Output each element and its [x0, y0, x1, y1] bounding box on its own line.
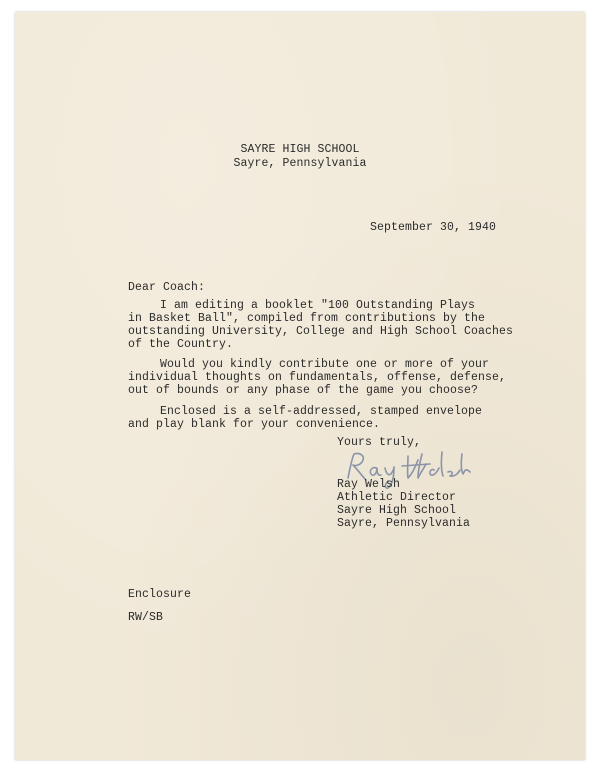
body-line: out of bounds or any phase of the game you choose?	[128, 384, 479, 397]
body-line: and play blank for your convenience.	[128, 418, 381, 431]
letter-date: September 30, 1940	[370, 221, 497, 234]
signatory-name: Ray Welsh	[337, 478, 401, 491]
signatory-location: Sayre, Pennsylvania	[337, 517, 471, 530]
body-line: Would you kindly contribute one or more of your	[160, 358, 490, 371]
school-location: Sayre, Pennsylvania	[233, 157, 367, 170]
school-name: SAYRE HIGH SCHOOL	[240, 143, 360, 156]
body-line: individual thoughts on fundamentals, offense, defense,	[128, 371, 507, 384]
typist-initials: RW/SB	[128, 611, 164, 624]
signatory-school: Sayre High School	[337, 504, 457, 517]
body-line: outstanding University, College and High School Coaches	[128, 325, 514, 338]
salutation: Dear Coach:	[128, 281, 206, 294]
body-line: in Basket Ball", compiled from contributions by the	[128, 312, 486, 325]
signatory-title: Athletic Director	[337, 491, 457, 504]
body-line: of the Country.	[128, 338, 234, 351]
body-line: I am editing a booklet "100 Outstanding Plays	[160, 299, 476, 312]
closing: Yours truly,	[337, 436, 422, 449]
body-line: Enclosed is a self-addressed, stamped envelope	[160, 405, 483, 418]
enclosure-note: Enclosure	[128, 588, 192, 601]
